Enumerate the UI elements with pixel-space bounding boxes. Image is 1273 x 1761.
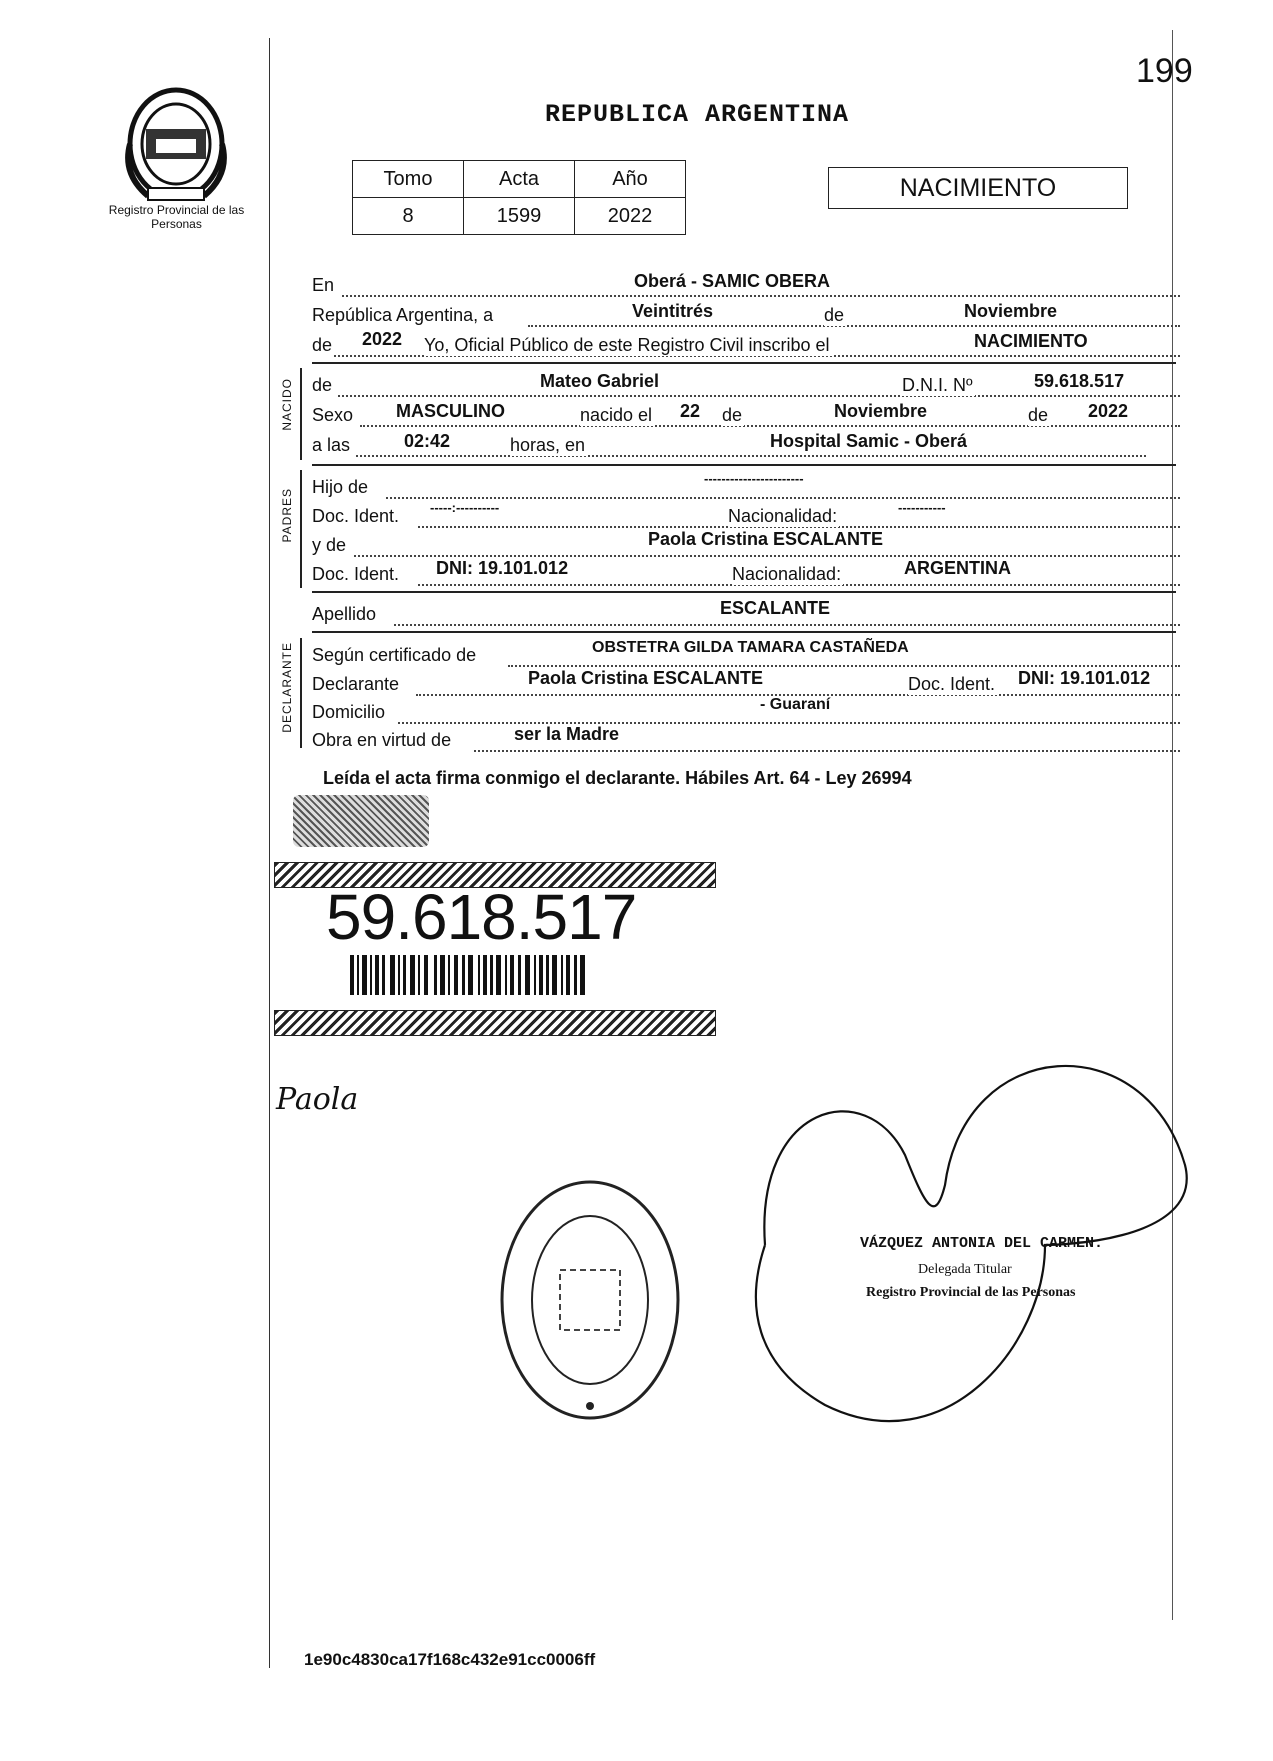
label-horas-en: horas, en [510,435,586,455]
value-certificante: OBSTETRA GILDA TAMARA CASTAÑEDA [592,639,909,656]
label-sexo: Sexo [312,405,354,425]
value-lugar-nac: Hospital Samic - Oberá [770,431,968,451]
header-tomo: Tomo [353,161,464,198]
label-de: de [824,305,845,325]
row-padre-doc [312,500,1180,530]
id-number: 59.618.517 [326,881,637,953]
value-acta: 1599 [464,198,575,235]
label-y-de: y de [312,535,347,555]
value-lugar: Oberá - SAMIC OBERA [634,271,831,291]
label-de-mes: de [722,405,743,425]
security-band-bottom [274,1010,716,1036]
value-dia-letras: Veintitrés [632,301,714,321]
separator [312,631,1176,633]
row-madre-doc [312,558,1180,588]
document-title: REPUBLICA ARGENTINA [545,100,850,129]
value-padre-nac: ----------- [898,500,946,515]
label-de-nombre: de [312,375,333,395]
row-apellido [312,598,1180,628]
closing-statement: Leída el acta firma conmigo el declarante. Hábiles Art. 64 - Ley 26994 [323,768,912,788]
label-doc-ident-declarante: Doc. Ident. [908,674,996,694]
label-doc-ident-padre: Doc. Ident. [312,506,400,526]
separator [312,362,1176,364]
side-label-padres: PADRES [280,488,294,543]
row-hora [312,431,1180,459]
row-nombre [312,371,1180,399]
left-margin-line [269,38,270,1668]
value-mes-nac: Noviembre [834,401,928,421]
label-dni: D.N.I. Nº [902,375,973,395]
value-madre-doc: DNI: 19.101.012 [436,558,569,578]
label-nacido-el: nacido el [580,405,653,425]
province-crest-logo [118,84,234,208]
official-name: VÁZQUEZ ANTONIA DEL CARMEN. [860,1235,1104,1252]
value-mes: Noviembre [964,301,1058,321]
value-madre: Paola Cristina ESCALANTE [648,529,884,549]
row-madre [312,529,1180,559]
value-virtud: ser la Madre [514,724,620,744]
value-declarante: Paola Cristina ESCALANTE [528,668,764,688]
value-acto: NACIMIENTO [974,331,1088,351]
record-table [352,160,686,235]
official-organization: Registro Provincial de las Personas [866,1285,1076,1300]
row-inscripcion [312,329,1180,359]
value-anio-nac: 2022 [1088,401,1129,421]
row-sexo [312,401,1180,429]
official-seal [495,1170,685,1430]
barcode [350,955,590,995]
label-doc-ident-madre: Doc. Ident. [312,564,400,584]
label-nacionalidad-padre: Nacionalidad: [728,506,838,526]
value-hora: 02:42 [404,431,451,451]
page-number: 199 [1136,52,1193,90]
value-dni: 59.618.517 [1034,371,1125,391]
row-certificado [312,639,1180,669]
value-apellido: ESCALANTE [720,598,831,618]
row-padre [312,471,1180,501]
value-tomo: 8 [353,198,464,235]
value-declarante-doc: DNI: 19.101.012 [1018,668,1151,688]
value-nombre: Mateo Gabriel [540,371,660,391]
label-declarante: Declarante [312,674,400,694]
label-segun-certificado: Según certificado de [312,645,477,665]
side-label-declarante: DECLARANTE [280,642,294,733]
official-role: Delegada Titular [918,1262,1012,1277]
date-stamp [293,795,429,847]
row-domicilio [312,696,1180,726]
value-anio: 2022 [575,198,686,235]
label-hijo-de: Hijo de [312,477,369,497]
value-padre-doc: -----:---------- [430,500,500,515]
label-yo-oficial: Yo, Oficial Público de este Registro Civil inscribo el [424,335,830,355]
label-a-las: a las [312,435,351,455]
separator [312,591,1176,593]
label-obra-virtud: Obra en virtud de [312,730,452,750]
label-domicilio: Domicilio [312,702,386,722]
separator [312,464,1176,466]
label-en: En [312,275,335,295]
logo-caption: Registro Provincial de las Personas [108,203,245,231]
row-declarante [312,668,1180,698]
declarant-signature-text: Paola [276,1082,359,1117]
value-dia-nac: 22 [680,401,701,421]
header-acta: Acta [464,161,575,198]
row-fecha [312,301,1180,329]
document-hash: 1e90c4830ca17f168c432e91cc0006ff [304,1650,596,1669]
side-label-nacido: NACIDO [280,378,294,431]
label-republica: República Argentina, a [312,305,494,325]
row-lugar [312,271,1180,299]
record-type-box: NACIMIENTO [828,167,1128,209]
label-nacionalidad-madre: Nacionalidad: [732,564,842,584]
value-madre-nac: ARGENTINA [904,558,1011,578]
value-domicilio: - Guaraní [760,696,831,713]
label-de-anio: de [312,335,333,355]
row-virtud [312,724,1180,754]
declarant-signature [272,1075,382,1125]
header-anio: Año [575,161,686,198]
value-padre: ----------------------- [704,471,804,486]
value-sexo: MASCULINO [396,401,505,421]
label-apellido: Apellido [312,604,377,624]
label-de-anio-nac: de [1028,405,1049,425]
value-anio: 2022 [362,329,403,349]
